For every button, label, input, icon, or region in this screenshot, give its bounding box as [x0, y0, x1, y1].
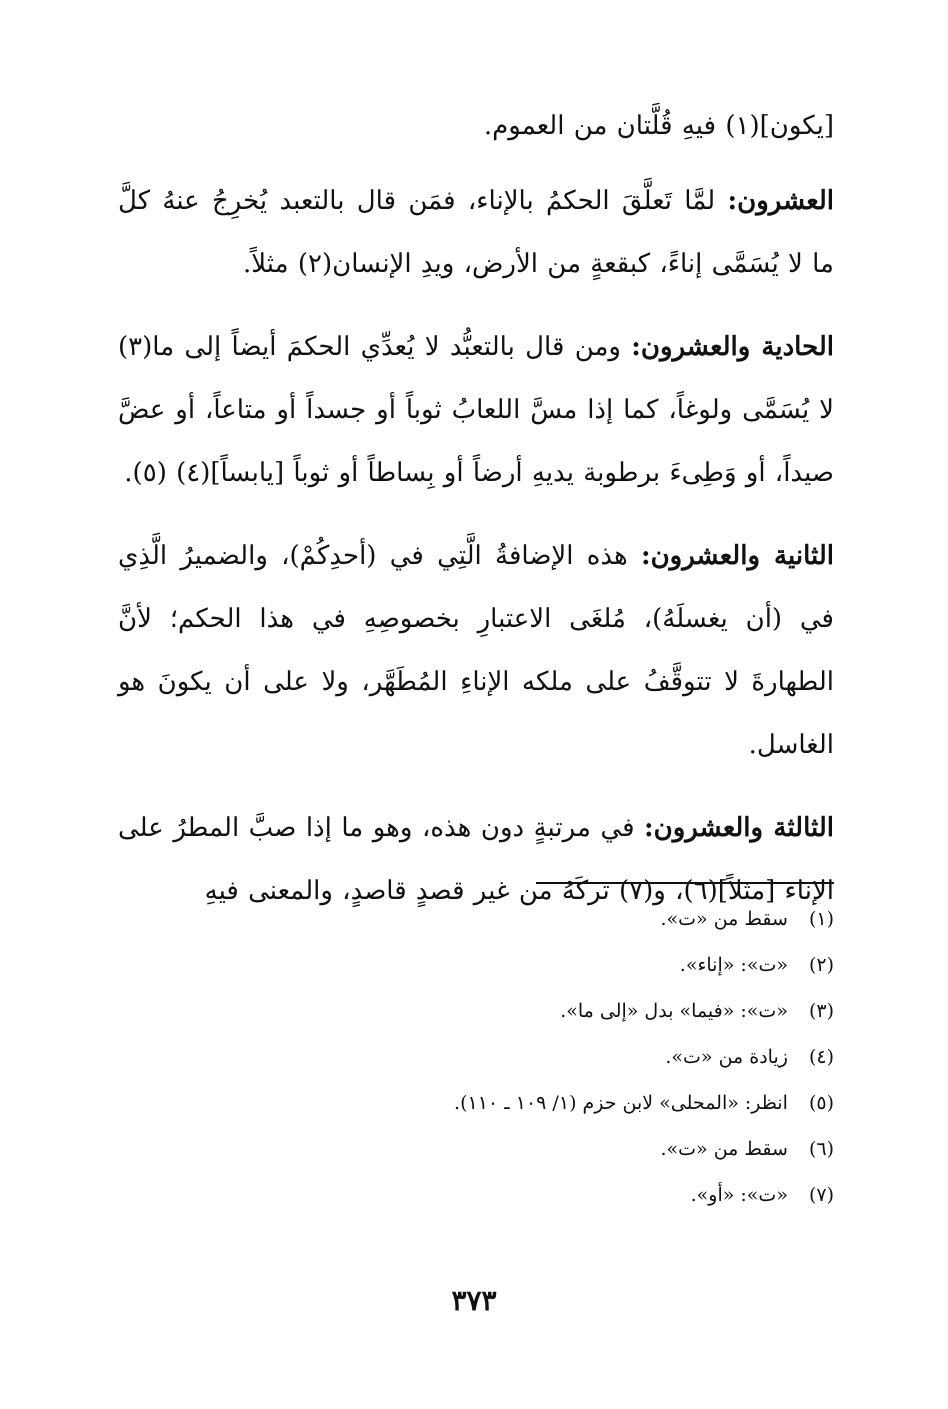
footnote-number: (٢): [808, 954, 834, 976]
paragraph-3: [118, 316, 834, 505]
main-text: [118, 95, 834, 943]
paragraph-4: [118, 525, 834, 777]
footnote-number: (٤): [808, 1046, 834, 1068]
footnote-number: (١): [808, 908, 834, 930]
paragraph-1: [118, 95, 834, 158]
page-number: ٣٧٣: [451, 1284, 497, 1317]
footnotes: [300, 896, 834, 1218]
paragraph-lead: الحادية والعشرون:: [631, 332, 835, 362]
footnote-4: [300, 1034, 834, 1080]
paragraph-2: [118, 170, 834, 296]
footnote-number: (٦): [808, 1138, 834, 1160]
footnote-text: «ت»: «إناء».: [679, 954, 788, 976]
footnote-1: [300, 896, 834, 942]
footnote-number: (٣): [808, 1000, 834, 1022]
footnote-7: [300, 1172, 834, 1218]
paragraph-body: لمَّا تَعلَّقَ الحكمُ بالإناء، فمَن قال بالتعبد يُخرِجُ عنهُ كلَّ ما لا يُسَمَّى إناءً، كبقعةٍ من الأرض، ويدِ الإنسان(٢) مثلاً.: [118, 186, 834, 279]
footnote-3: [300, 988, 834, 1034]
paragraph-body: [يكون](١) فيهِ قُلَّتان من العموم.: [483, 111, 834, 141]
footnote-number: (٥): [808, 1092, 834, 1114]
footnote-6: [300, 1126, 834, 1172]
paragraph-lead: الثالثة والعشرون:: [644, 813, 835, 843]
paragraph-body: ومن قال بالتعبُّد لا يُعدِّي الحكمَ أيضاً إلى ما(٣) لا يُسَمَّى ولوغاً، كما إذا مسَّ اللعابُ ثوباً أو جسداً أو متاعاً، أو عضَّ صيداً، أو وَطِىءَ برطوبة يديهِ أرضاً أو بِساطاً أو ثوباً [يابساً](٤) (٥).: [118, 332, 834, 488]
footnote-text: سقط من «ت».: [660, 908, 788, 930]
paragraph-lead: الثانية والعشرون:: [640, 541, 834, 571]
footnote-text: زيادة من «ت».: [665, 1046, 788, 1068]
footnote-number: (٧): [808, 1184, 834, 1206]
paragraph-body: هذه الإضافةُ الَّتِي في (أحدِكُمْ)، والضميرُ الَّذِي في (أن يغسلَهُ)، مُلغَى الاعتبارِ بخصوصِهِ في هذا الحكم؛ لأنَّ الطهارةَ لا تتوقَّفُ على ملكه الإناءِ المُطَهَّر، ولا على أن يكونَ هو الغاسل.: [118, 541, 834, 760]
footnote-divider: [536, 882, 834, 884]
footnote-text: سقط من «ت».: [660, 1138, 788, 1160]
paragraph-lead: العشرون:: [727, 186, 834, 216]
footnote-text: «ت»: «أو».: [690, 1184, 788, 1206]
footnote-text: «ت»: «فيما» بدل «إلى ما».: [560, 1000, 788, 1022]
footnote-text: انظر: «المحلى» لابن حزم (١/ ١٠٩ ـ ١١٠).: [454, 1092, 788, 1114]
footnote-5: [300, 1080, 834, 1126]
footnote-2: [300, 942, 834, 988]
paragraph-body: في مرتبةٍ دون هذه، وهو ما إذا صبَّ المطرُ على الإناء [مثلاً](٦)، و(٧) تركَهُ من غير قصدٍ قاصدٍ، والمعنى فيهِ: [118, 813, 834, 906]
